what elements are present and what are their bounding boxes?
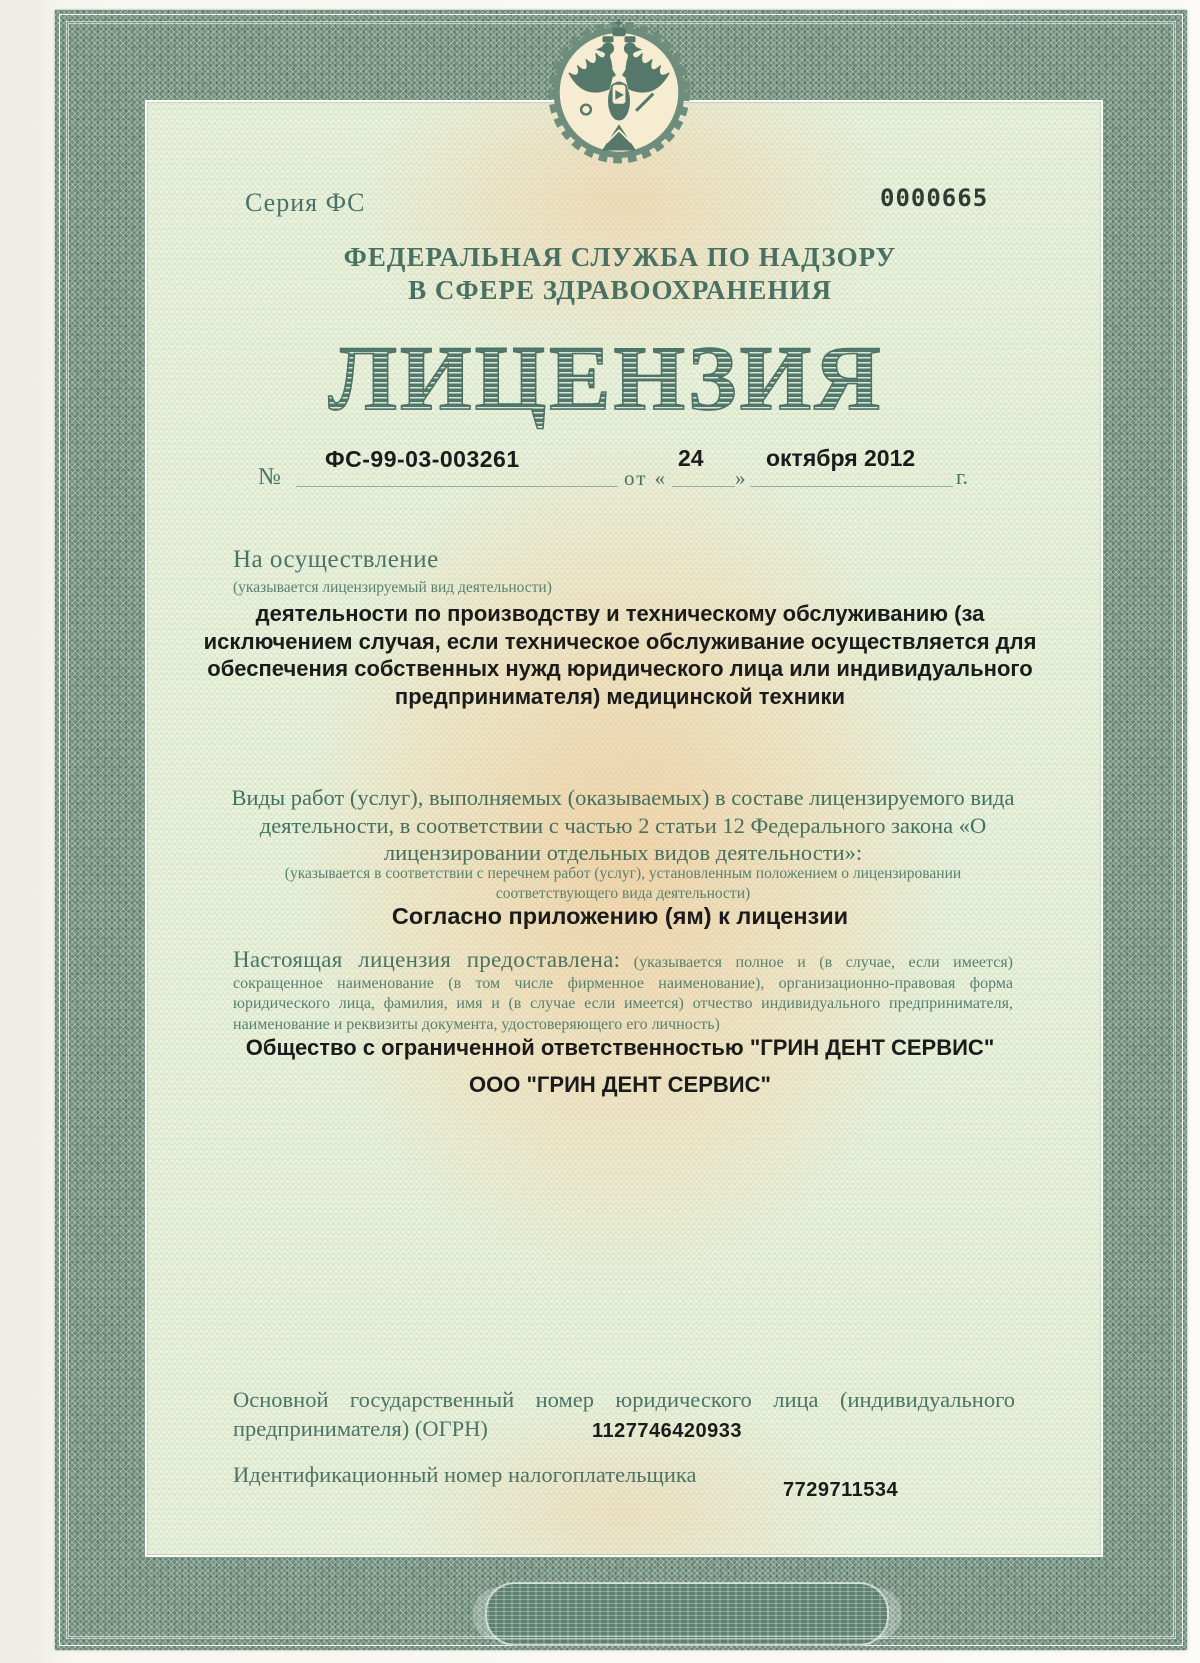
works-section-text: Виды работ (услуг), выполняемых (оказываемых) в составе лицензируемого вида деятельности, в соответствии с частью 2 статьи 12 Федерального закона «О лицензировании отдельных видов деятельности»: (231, 785, 1015, 865)
fill-in-line-number (296, 486, 618, 487)
fill-in-line-day (672, 486, 735, 487)
grantee-short-name: ООО "ГРИН ДЕНТ СЕРВИС" (469, 1072, 771, 1097)
russia-coat-of-arms-emblem (545, 13, 693, 167)
grantee-section (233, 947, 1014, 1035)
date-day-value: 24 (678, 445, 704, 471)
activity-section-hint: (указывается лицензируемый вид деятельности) (233, 579, 552, 596)
document-title: ЛИЦЕНЗИЯ (130, 330, 1082, 426)
series-label: Серия ФС (245, 188, 366, 217)
grantee-full-name: Общество с ограниченной ответственностью "ГРИН ДЕНТ СЕРВИС" (245, 1035, 995, 1060)
activity-section-label: На осуществление (233, 546, 439, 573)
date-close-quote: » (735, 466, 746, 490)
license-number-value: ФС-99-03-003261 (325, 446, 520, 472)
ogrn-label: Основной государственный номер юридического лица (индивидуального предпринимателя) (ОГРН) (233, 1387, 1015, 1441)
works-section-hint: (указывается в соответствии с перечнем работ (услуг), установленным положением о лицензировании соответствующего вида деятельности) (284, 865, 962, 902)
border-bottom-cartouche (485, 1582, 889, 1646)
issuing-authority (140, 241, 1100, 307)
license-number-label: № (258, 464, 281, 490)
works-section-value: Согласно приложению (ям) к лицензии (391, 903, 849, 929)
fill-in-line-month (750, 486, 953, 487)
licensed-activity-text: деятельности по производству и техническому обслуживанию (за исключением случая, если техническое обслуживание осуществляется для обеспечения собственных нужд юридического лица или индивидуального предпринимателя) медицинской техники (203, 601, 1037, 709)
blank-number: 0000665 (880, 184, 989, 212)
grantee-label: Настоящая лицензия предоставлена: (233, 947, 621, 972)
inn-value: 7729711534 (783, 1479, 899, 1501)
date-prefix: от « (624, 466, 668, 490)
issuing-authority-line1: ФЕДЕРАЛЬНАЯ СЛУЖБА ПО НАДЗОРУ (343, 242, 897, 272)
issuing-authority-line2: В СФЕРЕ ЗДРАВООХРАНЕНИЯ (408, 275, 832, 305)
inn-label: Идентификационный номер налогоплательщика (233, 1462, 697, 1487)
date-month-year-value: октября 2012 (766, 445, 916, 471)
date-suffix: г. (956, 464, 969, 489)
ogrn-value: 1127746420933 (592, 1420, 742, 1442)
grantee-hint: (указывается полное и (в случае, если имеется) сокращенное наименование (в том числе фирменное наименование), организационно-правовая форма юридического лица, фамилия, имя и (в случае если имеется) отчество индивидуального предпринимателя, наименование и реквизиты документа, удостоверяющего его личность) (233, 954, 1014, 1033)
